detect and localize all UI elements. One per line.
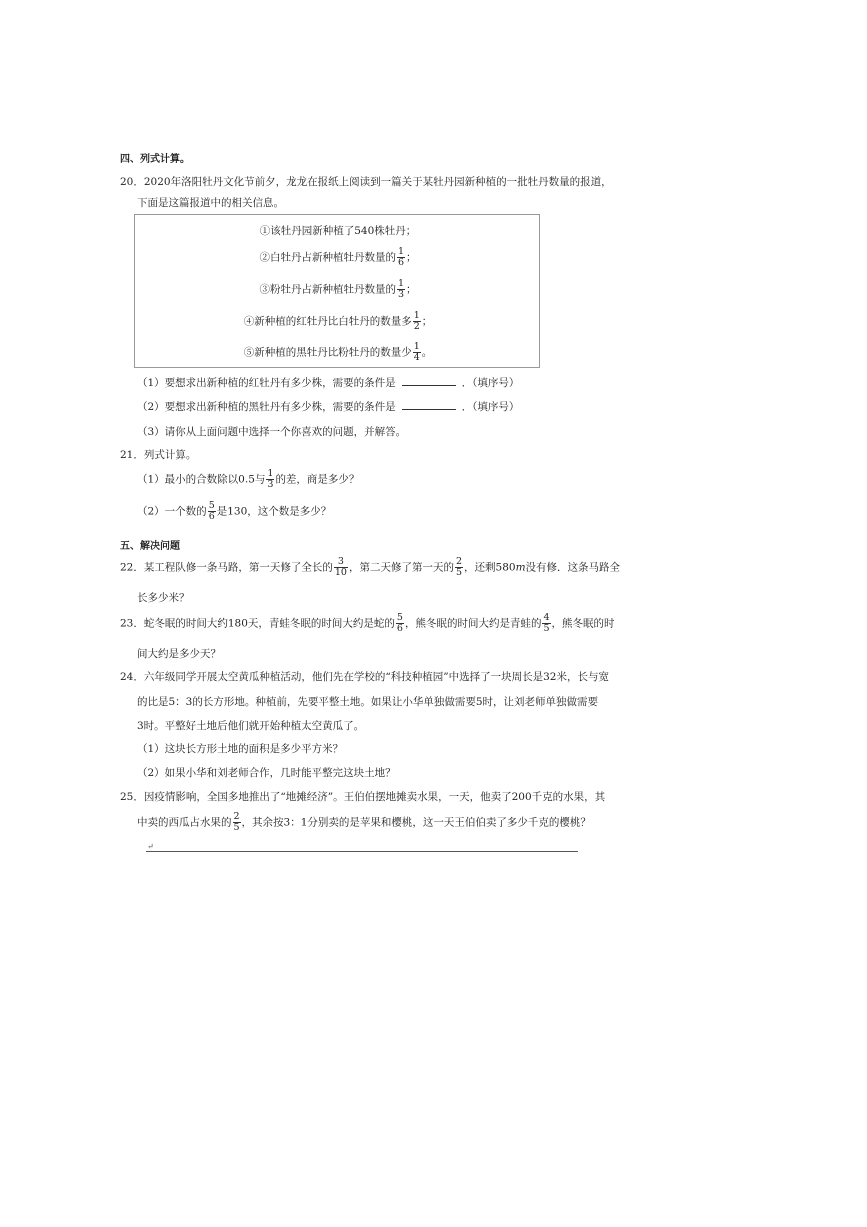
info-item-5: ⑤新种植的黑牡丹比粉牡丹的数量少 $\frac{1}{4}$ 。 xyxy=(243,341,433,363)
q24-sub1: （1）这块长方形土地的面积是多少平方米？ xyxy=(137,743,344,755)
answer-blank[interactable] xyxy=(402,400,456,410)
fraction: $\frac{5}{6}$ xyxy=(208,500,215,522)
section-4-title: 四、列式计算。 xyxy=(120,154,190,165)
q20-line1: 20．2020年洛阳牡丹文化节前夕，龙龙在报纸上阅读到一篇关于某牡丹园新种植的一批牡丹数量的报道， xyxy=(120,176,612,188)
q21-title: 21．列式计算。 xyxy=(120,449,197,461)
section-5-title: 五、解决问题 xyxy=(120,541,180,552)
info-item-3: ③粉牡丹占新种植牡丹数量的 $\frac{1}{3}$ ； xyxy=(259,278,417,300)
q20-line2: 下面是这篇报道中的相关信息。 xyxy=(137,197,284,209)
bottom-rule xyxy=(146,851,578,852)
q21-sub1: （1）最小的合数除以0.5与 $\frac{1}{3}$ 的差，商是多少？ xyxy=(137,468,360,490)
q24-sub2: （2）如果小华和刘老师合作，几时能平整完这块土地？ xyxy=(137,767,396,779)
fraction: $\frac{3}{10}$ xyxy=(334,556,347,578)
q21-sub2: （2）一个数的 $\frac{5}{6}$ 是130，这个数是多少？ xyxy=(137,500,332,522)
q23-line1: 23．蛇冬眠的时间大约180天，青蛙冬眠的时间大约是蛇的 $\frac{5}{6}$ ，熊冬眠的时间大约是青蛙的 $\frac{4}{5}$ ，熊冬眠的时 xyxy=(120,612,615,634)
q23-line2: 间大约是多少天？ xyxy=(137,648,221,660)
fraction: $\frac{1}{4}$ xyxy=(413,341,420,363)
q20-sub3: （3）请你从上面问题中选择一个你喜欢的问题，并解答。 xyxy=(137,426,407,438)
fraction: $\frac{1}{2}$ xyxy=(413,310,420,332)
q20-info-box xyxy=(134,214,540,368)
q24-line1: 24．六年级同学开展太空黄瓜种植活动，他们先在学校的“科技种植园”中选择了一块周长是32米，长与宽 xyxy=(120,671,609,683)
fraction: $\frac{1}{3}$ xyxy=(267,468,274,490)
q25-line1: 25．因疫情影响，全国多地推出了“地摊经济”。王伯伯摆地摊卖水果，一天，他卖了200千克的水果，其 xyxy=(120,791,606,803)
q20-sub1: （1）要想求出新种植的红牡丹有多少株，需要的条件是 ．（填序号） xyxy=(137,377,520,389)
info-item-2: ②白牡丹占新种植牡丹数量的 $\frac{1}{6}$ ； xyxy=(259,246,417,268)
fraction: $\frac{2}{5}$ xyxy=(233,811,240,833)
q20-sub2: （2）要想求出新种植的黑牡丹有多少株，需要的条件是 ．（填序号） xyxy=(137,401,520,413)
q25-line2: 中卖的西瓜占水果的 $\frac{2}{5}$ ，其余按3：1分别卖的是苹果和樱桃，这一天王伯伯卖了多少千克的樱桃？ xyxy=(137,811,591,833)
q22-line1: 22．某工程队修一条马路，第一天修了全长的 $\frac{3}{10}$ ，第二天修了第一天的 $\frac{2}{5}$ ，还剩580m没有修．这条马路全 xyxy=(120,556,621,578)
fraction: $\frac{5}{6}$ xyxy=(396,612,403,634)
fraction: $\frac{1}{6}$ xyxy=(397,246,405,268)
q22-line2: 长多少米？ xyxy=(137,592,190,604)
info-item-4: ④新种植的红牡丹比白牡丹的数量多 $\frac{1}{2}$ ； xyxy=(243,310,433,332)
fraction: $\frac{4}{5}$ xyxy=(543,612,550,634)
info-item-1: ①该牡丹园新种植了540株牡丹； xyxy=(259,225,417,237)
answer-blank[interactable] xyxy=(402,376,456,386)
fraction: $\frac{2}{5}$ xyxy=(455,556,463,578)
paragraph-mark: ↵ xyxy=(147,842,154,851)
q24-line2: 的比是5：3的长方形地。种植前，先要平整土地。如果让小华单独做需要5时，让刘老师单独做需要 xyxy=(137,696,599,708)
q24-line3: 3时。平整好土地后他们就开始种植太空黄瓜了。 xyxy=(137,720,365,732)
fraction: $\frac{1}{3}$ xyxy=(397,278,405,300)
